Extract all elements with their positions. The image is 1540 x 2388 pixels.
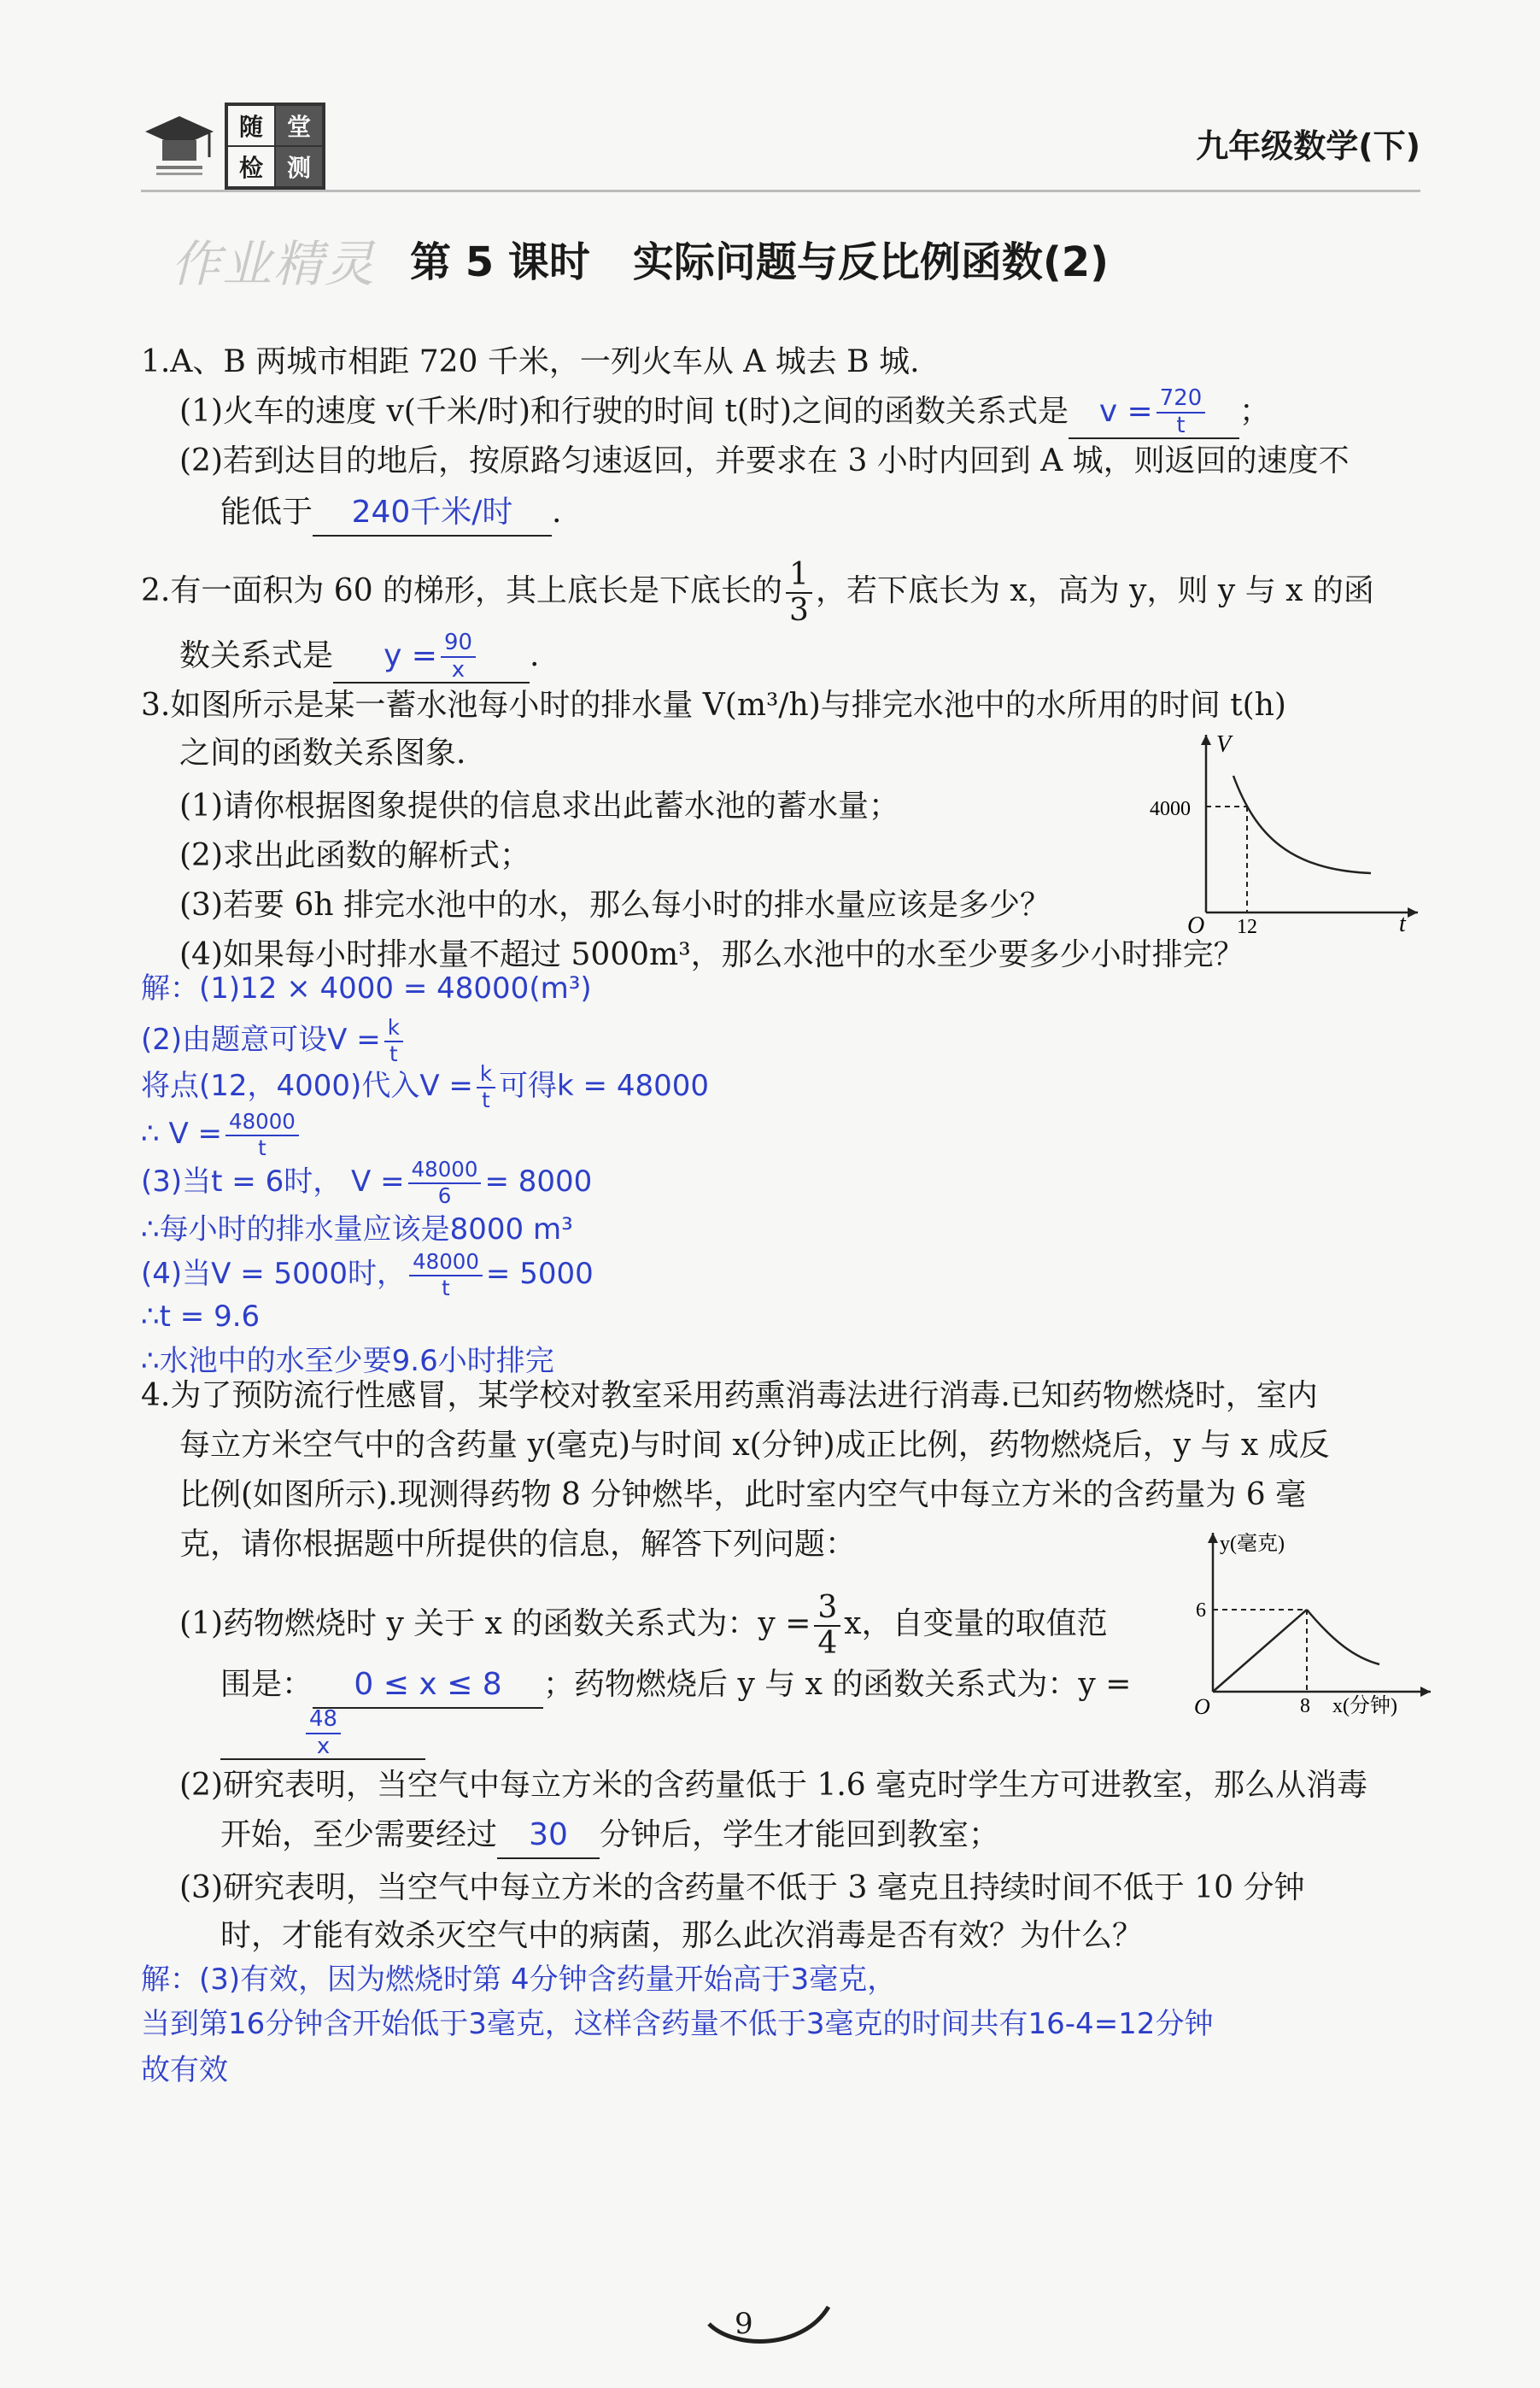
q2-blank [333, 632, 530, 684]
q4-part1-text: (1)药物燃烧时 y 关于 x 的函数关系式为：y = [179, 1606, 811, 1641]
q3-solution-5 [141, 1159, 592, 1206]
q4-part2-text: 分钟后，学生才能回到教室； [600, 1817, 1000, 1852]
fraction-numerator: 1 [786, 560, 812, 594]
q1-part2-answer: 240千米/时 [351, 495, 513, 530]
page-number: 9 [735, 2307, 753, 2341]
answer-fraction [1156, 385, 1205, 438]
q4-line1: 4.为了预防流行性感冒，某学校对教室采用药熏消毒法进行消毒.已知药物燃烧时，室内 [141, 1378, 1318, 1413]
q4-part1-text: ；药物燃烧后 y 与 x 的函数关系式为：y = [543, 1667, 1132, 1702]
fraction-numerator: 48000 [408, 1159, 482, 1183]
q4-solution-3: 故有效 [141, 2053, 228, 2087]
q4-part2-text: 开始，至少需要经过 [220, 1817, 498, 1852]
q2-line2 [179, 632, 539, 684]
q3-solution-3 [141, 1063, 709, 1111]
y-axis-arrow [1208, 1533, 1218, 1543]
q3-solution-1: 解：(1)12 × 4000 = 48000(m³) [141, 971, 592, 1006]
q2-text-b: ，若下底长为 x，高为 y，则 y 与 x 的函 [815, 573, 1374, 608]
fraction-numerator: 90 [441, 632, 476, 658]
q3-solution-6: ∴每小时的排水量应该是8000 m³ [141, 1212, 573, 1247]
solution-fraction [408, 1159, 482, 1206]
fraction-denominator: x [316, 1733, 331, 1759]
fraction-denominator: t [389, 1041, 398, 1066]
solution-text: (3)当t = 6时， V = [141, 1165, 405, 1199]
q2-line1 [141, 557, 1374, 628]
origin-label: O [1187, 912, 1205, 938]
logo-char: 测 [275, 146, 323, 187]
x-axis-label: t [1399, 911, 1406, 937]
fraction-numerator: 48000 [225, 1112, 299, 1135]
q4-part3-line2: 时，才能有效杀灭空气中的病菌，那么此次消毒是否有效？为什么？ [220, 1918, 1144, 1953]
q3-solution-9: ∴水池中的水至少要9.6小时排完 [141, 1344, 554, 1378]
curve [1233, 776, 1371, 873]
q2-fraction [786, 557, 812, 628]
q4-graph [1179, 1521, 1435, 1726]
line-segment [1213, 1610, 1307, 1692]
lesson-topic: 实际问题与反比例函数(2) [632, 238, 1110, 286]
q2-text-a: 2.有一面积为 60 的梯形，其上底长是下底长的 [141, 573, 783, 608]
answer-lhs: y = [384, 637, 437, 673]
q1-part1-blank [1069, 385, 1239, 439]
lesson-title [410, 229, 1109, 288]
q1-part1-end: ； [1239, 393, 1271, 429]
fraction-denominator: 6 [437, 1182, 452, 1208]
y-axis-label: V [1216, 731, 1232, 758]
fraction-denominator: t [442, 1275, 450, 1300]
fraction-denominator: t [258, 1135, 266, 1160]
q4-func-blank [220, 1706, 425, 1760]
solution-fraction [225, 1109, 299, 1160]
x-axis-arrow [1408, 907, 1418, 918]
fraction-numerator: k [384, 1018, 403, 1041]
q4-solution-2: 当到第16分钟含开始低于3毫克，这样含药量不低于3毫克的时间共有16-4=12分钟 [141, 2007, 1214, 2041]
answer-fraction [441, 632, 476, 682]
q4-part2-answer: 30 [529, 1817, 568, 1852]
q3-solution-4 [141, 1111, 302, 1159]
logo-char: 随 [227, 105, 275, 146]
q4-part1-line1 [179, 1590, 1108, 1661]
q4-part2-line2 [220, 1813, 999, 1859]
q4-line4: 克，请你根据题中所提供的信息，解答下列问题： [179, 1527, 857, 1562]
q1-stem: 1.A、B 两城市相距 720 千米，一列火车从 A 城去 B 城. [141, 344, 920, 379]
solution-text: = 8000 [484, 1165, 593, 1199]
q2-text: 数关系式是 [179, 637, 334, 673]
grade-label: 九年级数学(下) [1196, 127, 1420, 165]
y-tick-label: 4000 [1150, 798, 1191, 820]
fraction-denominator: t [482, 1087, 490, 1112]
origin-label: O [1194, 1694, 1210, 1719]
fraction-numerator: 720 [1156, 388, 1205, 414]
solution-text: = 5000 [485, 1257, 594, 1291]
q1-part1-text: (1)火车的速度 v(千米/时)和行驶的时间 t(时)之间的函数关系式是 [179, 393, 1069, 429]
curve [1307, 1610, 1379, 1664]
y-axis-arrow [1201, 735, 1211, 745]
q1-part2-end: . [552, 495, 562, 530]
q4-part1-line2 [220, 1663, 1131, 1709]
q1-part2-text: 能低于 [220, 495, 313, 530]
q3-part2: (2)求出此函数的解析式； [179, 838, 530, 873]
q3-line2: 之间的函数关系图象. [179, 736, 466, 771]
header-divider [141, 190, 1420, 192]
graduation-cap-icon [141, 106, 218, 187]
y-tick-label: 6 [1196, 1599, 1206, 1622]
q1-part2-line1: (2)若到达目的地后，按原路匀速返回，并要求在 3 小时内回到 A 城，则返回的速度不 [179, 443, 1350, 478]
fraction-denominator: t [1176, 412, 1186, 438]
solution-lhs: V = [419, 1069, 473, 1103]
q4-part2-blank [497, 1813, 600, 1859]
x-axis-label: x(分钟) [1332, 1695, 1397, 1717]
page-number-swoosh [700, 2298, 837, 2350]
solution-fraction [409, 1249, 483, 1300]
q3-solution-2 [141, 1017, 407, 1065]
q4-func-answer [306, 1706, 341, 1759]
y-axis-label: y(毫克) [1220, 1533, 1285, 1555]
q4-part3-line1: (3)研究表明，当空气中每立方米的含药量不低于 3 毫克且持续时间不低于 10 分钟 [179, 1870, 1305, 1905]
watermark: 作业精灵 [171, 235, 377, 293]
x-tick-label: 12 [1237, 916, 1257, 938]
q4-part1-fraction [814, 1590, 840, 1661]
fraction-numerator: 48 [306, 1709, 341, 1734]
logo-grid [225, 103, 325, 190]
q3-part1: (1)请你根据图象提供的信息求出此蓄水池的蓄水量； [179, 789, 899, 824]
fraction-denominator: x [451, 656, 466, 683]
q3-line1: 3.如图所示是某一蓄水池每小时的排水量 V(m³/h)与排完水池中的水所用的时间 t(h) [141, 688, 1286, 723]
lesson-number: 第 5 课时 [410, 238, 590, 286]
q1-part1 [179, 385, 1271, 439]
q4-line3: 比例(如图所示).现测得药物 8 分钟燃毕，此时室内空气中每立方米的含药量为 6 毫 [179, 1477, 1307, 1512]
solution-text: (2)由题意可设 [141, 1023, 328, 1057]
answer-lhs: v = [1098, 393, 1153, 429]
logo-char: 堂 [275, 105, 323, 146]
q2-end: . [530, 637, 540, 673]
solution-fraction [384, 1015, 403, 1066]
solution-text: (4)当V = 5000时， [141, 1257, 407, 1291]
q4-part1-text: x，自变量的取值范 [844, 1606, 1108, 1641]
solution-fraction [477, 1061, 495, 1112]
q3-solution-8: ∴t = 9.6 [141, 1300, 261, 1334]
fraction-numerator: 3 [814, 1593, 840, 1627]
q4-part1-text: 围是： [220, 1667, 313, 1702]
solution-text: 可得k = 48000 [499, 1069, 710, 1103]
fraction-denominator: 4 [817, 1626, 838, 1661]
solution-lhs: ∴ V = [141, 1117, 222, 1151]
q3-part4: (4)如果每小时排水量不超过 5000m³，那么水池中的水至少要多少小时排完？ [179, 937, 1244, 972]
q4-solution-1: 解：(3)有效，因为燃烧时第 4分钟含药量开始高于3毫克， [141, 1963, 897, 1997]
x-axis-arrow [1420, 1687, 1431, 1697]
q1-part1-answer [1098, 385, 1209, 438]
header-logo [141, 103, 325, 190]
q4-part1-line3 [220, 1706, 425, 1760]
logo-char: 检 [227, 146, 275, 187]
q4-range-blank [313, 1663, 543, 1709]
q4-line2: 每立方米空气中的含药量 y(毫克)与时间 x(分钟)成正比例，药物燃烧后，y 与 x 成反 [179, 1428, 1330, 1463]
q3-solution-7 [141, 1251, 594, 1299]
q1-part2-blank [313, 490, 552, 537]
q3-graph [1145, 725, 1426, 938]
q3-part3: (3)若要 6h 排完水池中的水，那么每小时的排水量应该是多少？ [179, 888, 1051, 923]
x-tick-label: 8 [1300, 1695, 1310, 1717]
q2-answer [384, 630, 479, 683]
solution-lhs: V = [327, 1023, 381, 1057]
q4-part2-line1: (2)研究表明，当空气中每立方米的含药量低于 1.6 毫克时学生方可进教室，那么从消毒 [179, 1768, 1368, 1803]
solution-text: 将点(12，4000)代入 [141, 1069, 420, 1103]
fraction-denominator: 3 [789, 593, 809, 628]
fraction-numerator: k [477, 1064, 495, 1088]
fraction-numerator: 48000 [409, 1252, 483, 1276]
q1-part2-line2 [220, 490, 561, 537]
q4-range-answer: 0 ≤ x ≤ 8 [354, 1667, 502, 1702]
